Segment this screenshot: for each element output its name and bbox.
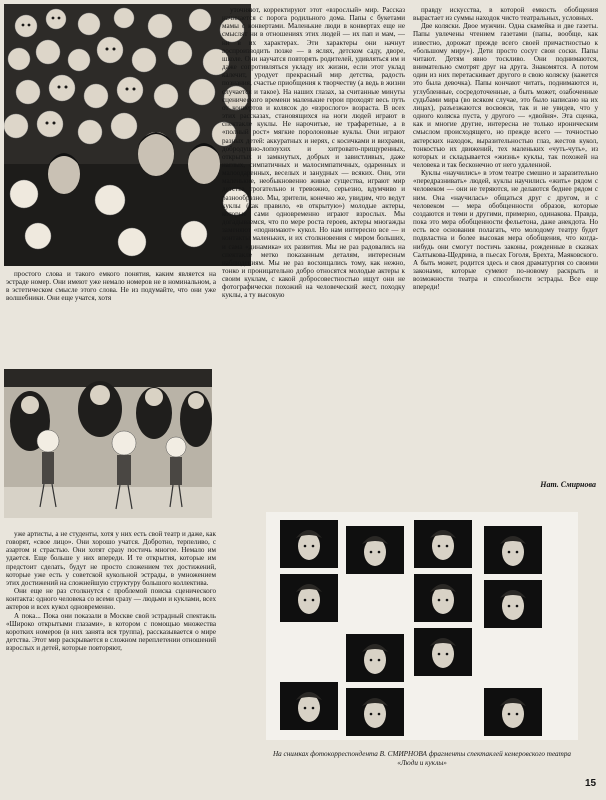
paragraph: уточняют, корректируют этот «взрослый» мир. Рассказ начинается с порога родильного дома. Папы с букетами мамы с конвертами. Маленькие люди в конвертах еще не смыслят ни в отношениях этих людей — их пап и мам, — ни в их характерах. Эти характеры они начнут воспроизводить позже — в яслях, детском саду, дворе, школе. Они научатся повторять родителей, удивляться им и даже сопротивляться укладу их жизни, если этот уклад калечит, уродует прекрасный мир детства, радость познания, счастье приобщения к творчеству (а ведь в жизни случается и такое). На наших глазах, за считанные минуты сценического времени маленькие герои проходят весь путь от конвертов и колясок до «взрослого» возраста. В всех этих рассказах, становящихся на ноги людей играют в спектакле куклы. Не нарочитые, не трафаретные, а в «полный рост» мягкие поролоновые куклы. Они играют разных детей: аккуратных и нерях, с косичками и вихрами, добродушно-лопоухих и хитровато-прищуренных, открытых и замкнутых, добрых и завистливых, даже наглых, симпатичных и малосимпатичных, одаренных и малоодаренных, веселых и занудных — всяких. Они, эти маленькие, необыкновенно живые существа, играют мир детства трогательно и тревожно, серьезно, вдумчиво и разнообразно. Мы, зрители, конечно же, увидим, что ведут куклы (как правило, «в открытую») молодые актеры, которые сами одновременно играют взрослых. Мы догадываемся, что по мере роста героев, актеры многажды заменяют «поднимают» кукол. Но нам интересно все — и контакты маленьких, и их столкновения с миром больших, и сама «динамика» их развития. Мы не раз радовались на спектакле метко показанным деталям, интересным наблюдениям. Мы не раз восхищались тому, как нежно, тонко и проницательно добро относятся молодые актеры к своим куклам, с какой добросовестностью ищут они не фотографически похожий на человеческий жест, походку куклы, а ту высокую — [222, 6, 405, 300]
face-frame — [346, 526, 404, 574]
column-1-bottom — [6, 530, 216, 777]
face-frame — [346, 634, 404, 682]
face-frame — [484, 580, 542, 628]
puppet-crowd-photo — [4, 4, 251, 266]
paragraph: уже артисты, а не студенты, хотя у них есть свой театр и даже, как говорят, «свое лицо». Они хорошо учатся. Добротно, терпеливо, с азартом и страстью. Они хотят сразу постичь многое. Немало им удается. Еще больше у них впереди. И те открытия, которые им предстоит сделать, будут не просто сложением тех достижений, которые уже есть у советской кукольной эстрады, в умножением этих достижений на сложнейшую структуру большого коллектива. — [6, 530, 216, 587]
column-2 — [222, 6, 405, 503]
paragraph: Две коляски. Двое мужчин. Одна скамейка и две газеты. Папы увлечены чтением газетами (папы, вообще, как известно, дорожат прежде всего своей причастностью к «большому миру»). Дети просто сосут свои соски. Папы читают. Детям явно тоскливо. Они поднимаются, внимательно смотрят друг на друга. Знакомятся. А потом один из них перетаскивает другого в свою коляску (кажется это была девочка). Папы кончают читать, поднимаются и, углубленные, сосредоточенные, а быть может, озабоченные судьбами мира (во всяком случае, это было написано на их лицах), разъезжаются восвояси, так и не увидев, что у одного коляска пуста, у другого — «двойня». Эта сценка, как и многие другие, интересна не только ироническим смыслом происходящего, но прежде всего — точностью актерских находок, выразительностью глаз, жестов кукол, тонкостью их движений, тех маленьких «чуть-чуть», из которых и складывается «жизнь» куклы, так похожей на человека и так бесконечно от него удаленной. — [413, 22, 598, 169]
paragraph: Куклы «научились» в этом театре смешно и заразительно «передразнивать» людей, куклы научились «жить» рядом с человеком — они не теряются, не делаются беднее рядом с ним. Она «научилась» общаться друг с другом, и с человеком — мера обобщенности образов, которые создаются и теми и другими, примерно, одинакова. Правда, пока это мера обобщенности фельетона, даже анекдота. Но есть все основания полагать, что молодому театру будет подвластна и более высокая мера обобщения, что когда-нибудь они смогут постичь законы, рожденные в сказках Салтыкова-Щедрина, в пьесах Гоголя, Брехта, Маяковского. А быть может, родится здесь и своя драматургия со своими законами, которые сумеют по-новому раскрыть и возможности театра и способности эстрады. Все еще впереди! — [413, 169, 598, 292]
puppets-on-stage-photo — [4, 369, 212, 518]
face-frame — [280, 520, 338, 568]
puppet-crowd-illustration — [4, 4, 251, 266]
faces-grid-illustration — [266, 512, 578, 740]
paragraph: А пока... Пока они показали в Москве свой эстрадный спектакль «Широко открытыми глазами», в котором с помощью множества коротких номеров (в них занята вся труппа), рассказывается о мире детства. Этот мир раскрывается в сложном переплетении отношений взрослых и детей, которые повторяют, — [6, 611, 216, 653]
page-number: 15 — [585, 778, 597, 789]
photo-caption: На снимках фотокорреспондента В. СМИРНОВА фрагменты спектаклей кемеровского театра «Люди и куклы» — [272, 750, 572, 767]
face-frame — [414, 628, 472, 676]
column-1-top — [6, 270, 216, 360]
face-frame — [346, 688, 404, 736]
stage-puppets-illustration — [4, 369, 212, 518]
faces-in-frames-photo — [266, 512, 578, 740]
face-frame — [414, 520, 472, 568]
column-3 — [413, 6, 598, 479]
paragraph: правду искусства, в которой емкость обобщения вырастает из суммы находок чисто театральных, условных. — [413, 6, 598, 23]
face-frame — [414, 574, 472, 622]
face-frame — [280, 574, 338, 622]
face-frame — [484, 688, 542, 736]
paragraph: Они еще не раз столкнутся с проблемой поиска сценического контакта: одного человека со всеми сразу — людьми и куклами, всех актеров и всех кукол одновременно. — [6, 587, 216, 612]
face-frame — [280, 682, 338, 730]
author-signature: Нат. Смирнова — [540, 480, 596, 489]
paragraph: простого слова и такого емкого понятия, каким является на эстраде номер. Они имеют уже немало номеров не в номинальном, а в эстетическом смысле этого слова. Не из подумайте, что они уже волшебники. Они еще учатся, хотя — [6, 270, 216, 303]
face-frame — [484, 526, 542, 574]
